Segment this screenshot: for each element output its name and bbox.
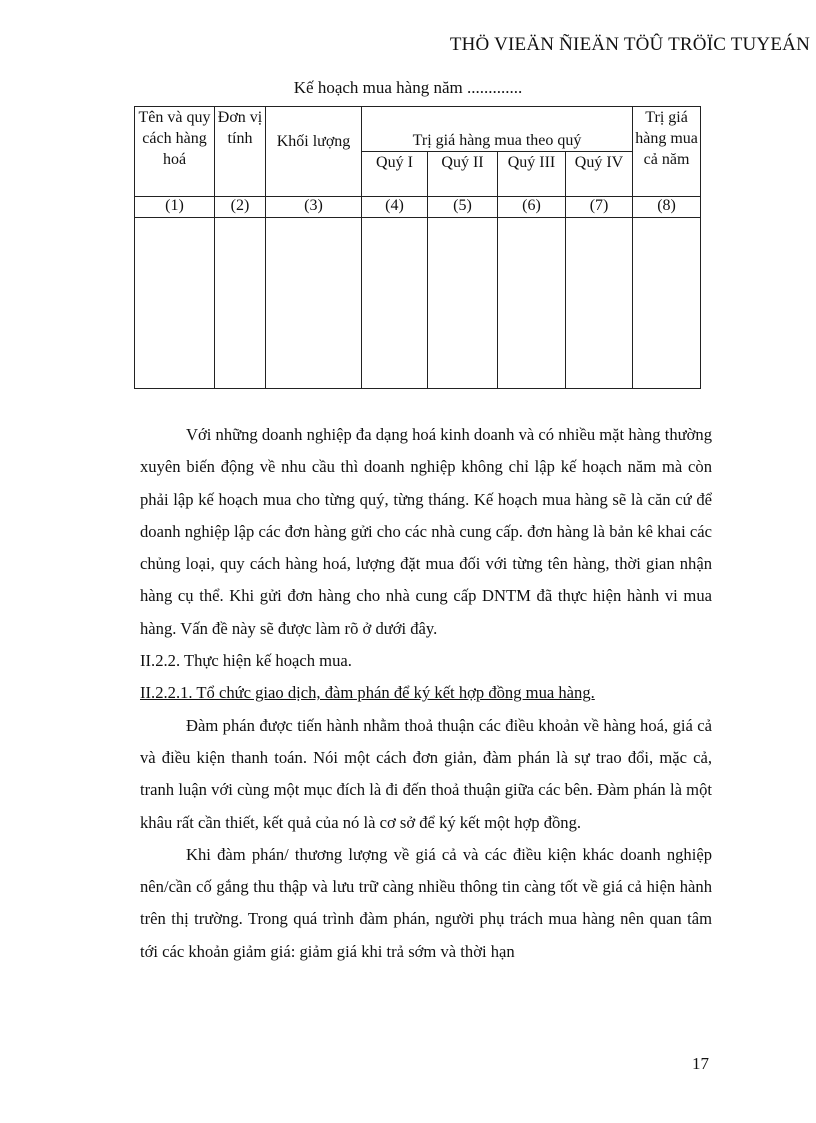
section-heading-2-2: II.2.2. Thực hiện kế hoạch mua. [140,651,352,671]
header-q1: Quý I [362,152,428,197]
paragraph-2: Đàm phán được tiến hành nhằm thoả thuận các điều khoản về hàng hoá, giá cả và điều kiện thanh toán. Nói một cách đơn giản, đàm phán là sự trao đổi, mặc cả, tranh luận với cùng một mục đích là đi đến thoả thuận giữa các bên. Đàm phán là một khâu rất cần thiết, kết quả của nó là cơ sở để ký kết một hợp đồng. [140,715,712,832]
page-number: 17 [692,1054,709,1073]
purchase-plan-table [134,106,701,389]
header-banner: THÖ VIEÄN ÑIEÄN TÖÛ TRÖÏC TUYEÁN [449,34,810,55]
col-number: (1) [135,197,215,218]
header-unit: Đơn vị tính [215,107,266,197]
col-number: (3) [266,197,362,218]
col-number: (2) [215,197,266,218]
header-q2: Quý II [428,152,498,197]
body-text [140,419,712,968]
table-body-empty-row [135,218,701,389]
header-quantity: Khối lượng [266,107,362,197]
header-value-by-quarter: Trị giá hàng mua theo quý [362,107,633,152]
col-number: (6) [498,197,566,218]
header-q3: Quý III [498,152,566,197]
col-number: (5) [428,197,498,218]
col-number: (4) [362,197,428,218]
col-number: (8) [633,197,701,218]
subsection-heading-2-2-1: II.2.2.1. Tổ chức giao dịch, đàm phán để ký kết hợp đồng mua hàng. [140,683,595,703]
header-q4: Quý IV [566,152,633,197]
header-annual-value: Trị giá hàng mua cả năm [633,107,701,197]
table-title: Kế hoạch mua hàng năm ............. [293,78,523,97]
col-number: (7) [566,197,633,218]
paragraph-1: Với những doanh nghiệp đa dạng hoá kinh doanh và có nhiều mặt hàng thường xuyên biến động về nhu cầu thì doanh nghiệp không chỉ lập kế hoạch năm mà còn phải lập kế hoạch mua cho từng quý, từng tháng. Kế hoạch mua hàng sẽ là căn cứ để doanh nghiệp lập các đơn hàng gửi cho các nhà cung cấp. đơn hàng là bản kê khai các chủng loại, quy cách hàng hoá, lượng đặt mua đối với từng tên hàng, thời gian nhận hàng cụ thể. Khi gửi đơn hàng cho nhà cung cấp DNTM đã thực hiện hành vi mua hàng. Vấn đề này sẽ được làm rõ ở dưới đây. [140,425,712,638]
header-name: Tên và quy cách hàng hoá [135,107,215,197]
paragraph-3: Khi đàm phán/ thương lượng về giá cả và các điều kiện khác doanh nghiệp nên/cần cố gắng thu thập và lưu trữ càng nhiều thông tin càng tốt về giá cả hiện hành trên thị trường. Trong quá trình đàm phán, người phụ trách mua hàng nên quan tâm tới các khoản giảm giá: giảm giá khi trả sớm và thời hạn [140,844,712,961]
